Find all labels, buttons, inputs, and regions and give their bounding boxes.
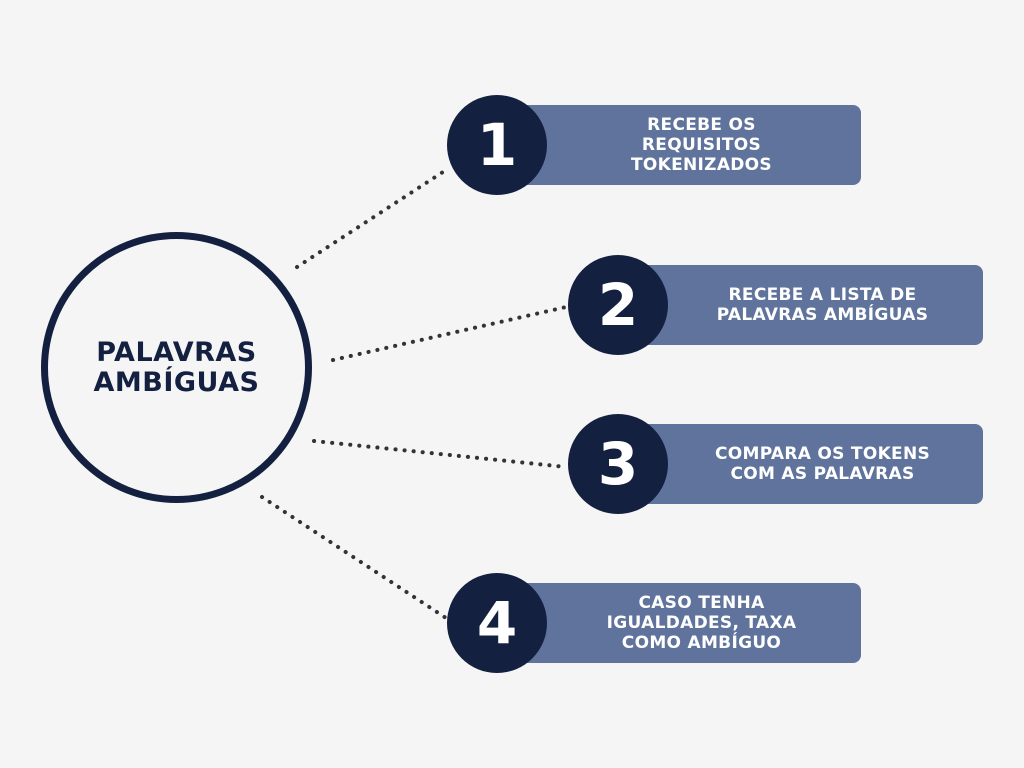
step-4-box <box>500 583 861 663</box>
connector-step-4 <box>262 497 446 618</box>
hub-label-line-1: PALAVRAS <box>96 336 257 368</box>
step-2-text-line-2: PALAVRAS AMBÍGUAS <box>716 305 929 325</box>
step-2-circle <box>568 255 668 355</box>
step-2-text <box>717 285 929 325</box>
step-1-box <box>500 105 861 185</box>
hub-circle <box>41 232 312 503</box>
step-4-circle <box>447 573 547 673</box>
step-1-number: 1 <box>476 111 518 179</box>
step-4-text-line-3: COMO AMBÍGUO <box>621 633 782 653</box>
connector-step-2 <box>333 307 566 360</box>
step-1-text-line-1: RECEBE OS <box>647 115 756 135</box>
step-2-text-line-1: RECEBE A LISTA DE <box>728 285 917 305</box>
step-1-text-line-3: TOKENIZADOS <box>631 155 772 175</box>
connector-step-1 <box>297 170 446 267</box>
step-4-text-line-1: CASO TENHA <box>638 593 765 613</box>
step-3-box <box>620 424 983 504</box>
step-3-number: 3 <box>597 430 639 498</box>
step-1-text <box>631 115 772 175</box>
step-4-number: 4 <box>476 589 518 657</box>
step-4-text <box>607 593 797 653</box>
step-3-circle <box>568 414 668 514</box>
step-2-number: 2 <box>597 271 639 339</box>
connector-step-3 <box>314 441 566 467</box>
step-4-text-line-2: IGUALDADES, TAXA <box>606 613 797 633</box>
step-3-text-line-2: COM AS PALAVRAS <box>730 464 915 484</box>
step-2-box <box>620 265 983 345</box>
step-1-circle <box>447 95 547 195</box>
hub-label <box>77 338 277 398</box>
step-1-text-line-2: REQUISITOS <box>641 135 762 155</box>
step-3-text <box>715 444 930 484</box>
hub-label-line-2: AMBÍGUAS <box>93 366 260 398</box>
step-3-text-line-1: COMPARA OS TOKENS <box>714 444 931 464</box>
